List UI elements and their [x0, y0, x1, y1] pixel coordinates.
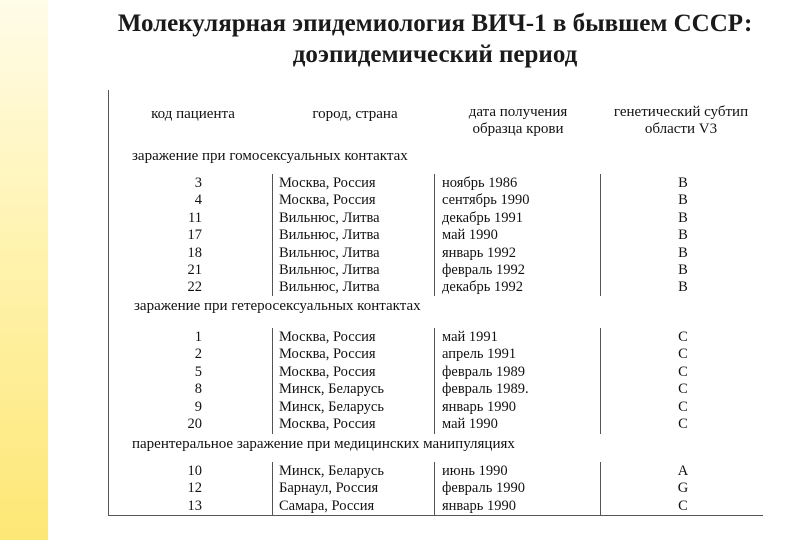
cell-date: январь 1990 [442, 398, 517, 415]
cell-city: Вильнюс, Литва [279, 209, 380, 226]
section-1-cities [279, 175, 380, 297]
page-title [60, 8, 810, 70]
cell-city: Москва, Россия [279, 192, 376, 209]
cell-subtype: A [677, 463, 689, 479]
separator-city-date-s3 [434, 462, 435, 515]
cell-code: 10 [187, 463, 202, 479]
cell-date: январь 1990 [442, 497, 517, 514]
cell-date: февраль 1992 [442, 261, 525, 278]
header-city: город, страна [312, 106, 398, 122]
separator-city-date-s1 [434, 174, 435, 296]
cell-code: 18 [187, 244, 202, 261]
cell-subtype: G [677, 480, 689, 497]
cell-subtype: B [678, 244, 688, 261]
section-3-codes [162, 463, 202, 515]
cell-code: 13 [187, 497, 202, 514]
separator-date-subtype-s2 [600, 328, 601, 434]
cell-code: 5 [194, 363, 202, 380]
cell-subtype: C [678, 497, 688, 514]
header-subtype-line-2: области V3 [644, 121, 718, 137]
cell-city: Минск, Беларусь [279, 463, 384, 479]
section-title-homosexual: заражение при гомосексуальных контактах [132, 148, 408, 164]
section-2-subtypes [668, 329, 698, 433]
section-1-codes [162, 175, 202, 297]
header-date-line-2: образца крови [472, 121, 564, 137]
cell-code: 3 [194, 175, 202, 191]
title-line-2: доэпидемический период [292, 41, 578, 68]
header-subtype-line-1: генетический субтип [613, 104, 749, 120]
cell-date: май 1991 [442, 329, 498, 345]
cell-date: февраль 1989 [442, 363, 525, 380]
cell-subtype: C [678, 398, 688, 415]
cell-city: Минск, Беларусь [279, 398, 384, 415]
cell-date: апрель 1991 [442, 346, 517, 363]
cell-subtype: C [678, 363, 688, 380]
separator-code-city-s1 [272, 174, 273, 296]
cell-city: Вильнюс, Литва [279, 227, 380, 244]
separator-code-city-s3 [272, 462, 273, 515]
title-line-1: Молекулярная эпидемиология ВИЧ-1 в бывшем СССР: [117, 10, 753, 37]
cell-subtype: B [678, 279, 688, 296]
cell-city: Москва, Россия [279, 363, 376, 380]
cell-subtype: C [678, 346, 688, 363]
cell-date: июнь 1990 [442, 463, 508, 479]
separator-city-date-s2 [434, 328, 435, 434]
cell-date: ноябрь 1986 [442, 175, 518, 191]
decorative-side-bar [0, 0, 48, 540]
cell-subtype: B [678, 209, 688, 226]
cell-city: Москва, Россия [279, 346, 376, 363]
section-3-dates [442, 463, 525, 515]
cell-date: декабрь 1991 [442, 209, 523, 226]
cell-subtype: B [678, 192, 688, 209]
cell-subtype: C [678, 415, 688, 432]
section-title-heterosexual: заражение при гетеросексуальных контактах [134, 298, 421, 314]
cell-subtype: B [678, 227, 688, 244]
header-date-line-1: дата получения [468, 104, 568, 120]
section-3-cities [279, 463, 384, 515]
cell-city: Вильнюс, Литва [279, 279, 380, 296]
cell-date: февраль 1990 [442, 480, 525, 497]
cell-subtype: B [678, 175, 688, 191]
cell-subtype: C [678, 329, 688, 345]
separator-date-subtype-s3 [600, 462, 601, 515]
cell-city: Барнаул, Россия [279, 480, 379, 497]
cell-code: 4 [194, 192, 202, 209]
separator-code-city-s2 [272, 328, 273, 434]
cell-city: Москва, Россия [279, 329, 376, 345]
separator-date-subtype-s1 [600, 174, 601, 296]
cell-date: май 1990 [442, 415, 498, 432]
cell-code: 1 [194, 329, 202, 345]
cell-code: 12 [187, 480, 202, 497]
cell-city: Москва, Россия [279, 415, 376, 432]
cell-date: май 1990 [442, 227, 498, 244]
cell-city: Вильнюс, Литва [279, 261, 380, 278]
cell-date: январь 1992 [442, 244, 517, 261]
cell-code: 11 [188, 209, 202, 226]
header-date [438, 104, 598, 138]
cell-city: Вильнюс, Литва [279, 244, 380, 261]
cell-code: 8 [194, 381, 202, 398]
cell-subtype: B [678, 261, 688, 278]
cell-city: Самара, Россия [279, 497, 375, 514]
cell-city: Москва, Россия [279, 175, 376, 191]
cell-city: Минск, Беларусь [279, 381, 384, 398]
section-1-dates [442, 175, 530, 297]
cell-code: 21 [187, 261, 202, 278]
section-2-dates [442, 329, 529, 433]
section-title-parenteral: парентеральное заражение при медицинских манипуляциях [132, 436, 515, 452]
header-subtype [598, 104, 764, 138]
cell-date: декабрь 1992 [442, 279, 523, 296]
section-2-codes [162, 329, 202, 433]
cell-code: 9 [194, 398, 202, 415]
cell-code: 20 [187, 415, 202, 432]
cell-subtype: C [678, 381, 688, 398]
cell-date: февраль 1989. [442, 381, 529, 398]
section-3-subtypes [668, 463, 698, 515]
cell-code: 22 [187, 279, 202, 296]
section-2-cities [279, 329, 384, 433]
cell-code: 17 [187, 227, 202, 244]
header-code: код пациента [151, 106, 235, 122]
cell-date: сентябрь 1990 [442, 192, 530, 209]
section-1-subtypes [668, 175, 698, 297]
cell-code: 2 [194, 346, 202, 363]
